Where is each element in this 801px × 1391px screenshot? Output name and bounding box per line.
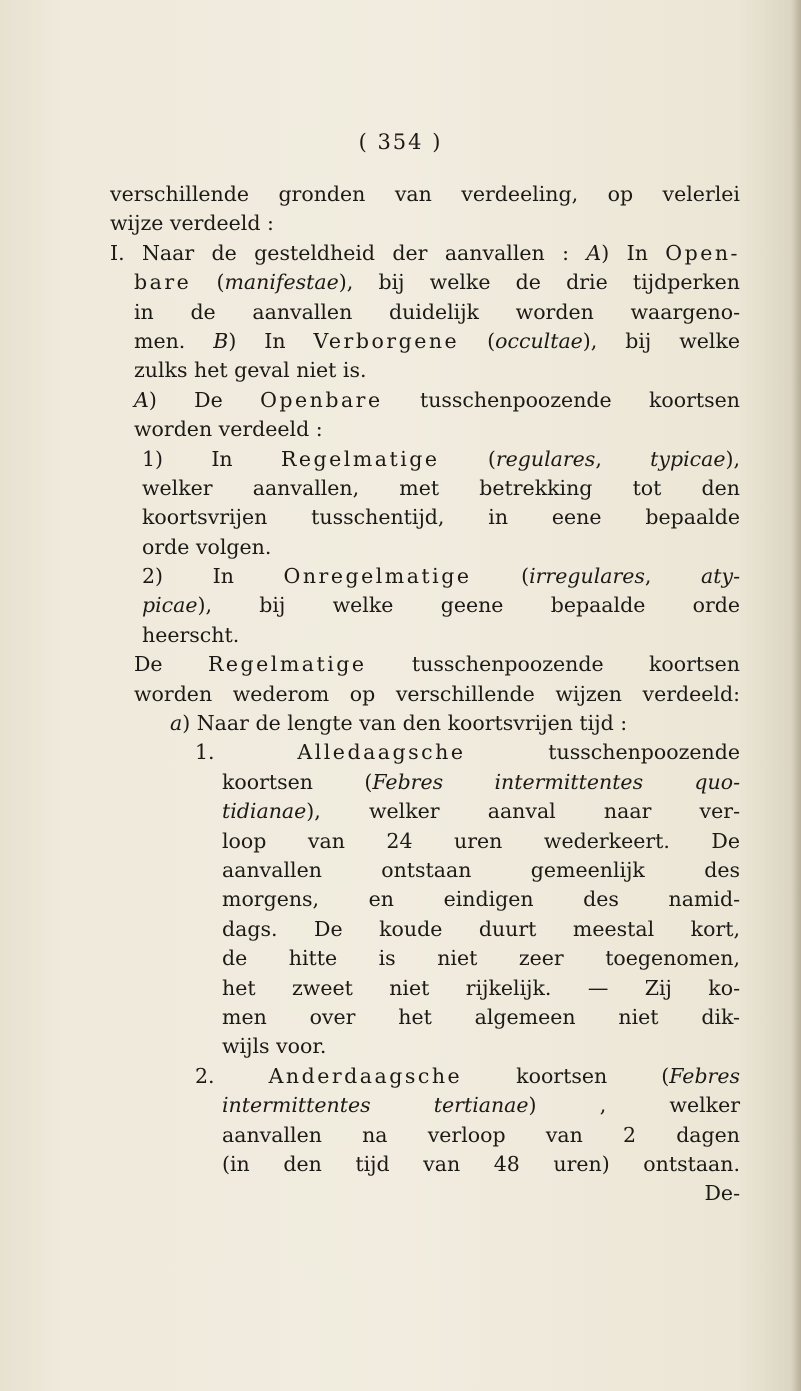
text-line — [110, 768, 740, 797]
text-segment: 1) In — [142, 446, 281, 471]
italic-segment: Febres — [669, 1063, 741, 1088]
italic-segment: irregulares — [529, 564, 645, 589]
text-line — [110, 680, 740, 709]
text-segment: dags. De koude duurt meestal kort, — [222, 916, 740, 941]
text-segment: aanvallen na verloop van 2 dagen — [222, 1122, 740, 1147]
body-text — [110, 180, 740, 1209]
page-edge-shadow — [791, 0, 801, 1391]
text-line — [110, 503, 740, 532]
spaced-segment: Anderdaagsche — [268, 1063, 463, 1088]
text-segment: zulks het geval niet is. — [134, 358, 367, 383]
text-line — [110, 944, 740, 973]
text-segment: , — [595, 446, 651, 471]
text-segment: ) In — [228, 328, 314, 353]
text-segment: ) In — [601, 240, 666, 265]
text-segment: het zweet niet rijkelijk. — Zij ko- — [222, 975, 740, 1000]
text-line — [110, 533, 740, 562]
text-line — [110, 1003, 740, 1032]
text-line — [110, 1091, 740, 1120]
text-line — [110, 856, 740, 885]
text-segment: ( — [439, 446, 496, 471]
italic-segment: a — [170, 711, 183, 736]
text-segment: koortsvrijen tusschentijd, in eene bepaalde — [142, 505, 740, 530]
text-segment: ) De — [148, 387, 261, 412]
text-segment: loop van 24 uren wederkeert. De — [222, 828, 740, 853]
spaced-segment: Verborgene — [313, 328, 460, 353]
spaced-segment: Alledaagsche — [297, 740, 466, 765]
text-line — [110, 650, 740, 679]
text-segment: in de aanvallen duidelijk worden waargeno- — [134, 299, 740, 324]
text-line — [110, 709, 740, 738]
text-line — [110, 562, 740, 591]
text-line — [110, 209, 740, 238]
text-segment: De — [134, 652, 208, 677]
text-segment: ( — [191, 270, 225, 295]
text-line — [110, 356, 740, 385]
italic-segment: manifestae — [224, 270, 339, 295]
text-line — [110, 591, 740, 620]
spaced-segment: Onregelmatige — [283, 564, 472, 589]
text-line — [110, 268, 740, 297]
text-line — [110, 298, 740, 327]
italic-segment: Febres intermittentes quo- — [372, 769, 741, 794]
page-number: ( 354 ) — [358, 130, 443, 154]
text-line — [110, 1032, 740, 1061]
text-line — [110, 974, 740, 1003]
italic-segment: B — [213, 328, 229, 353]
italic-segment: occultae — [495, 328, 583, 353]
text-segment: worden verdeeld : — [134, 417, 323, 442]
text-line — [110, 386, 740, 415]
text-segment: ), bij welke geene bepaalde orde — [197, 593, 740, 618]
catchword: De- — [704, 1181, 740, 1206]
text-segment: morgens, en eindigen des namid- — [222, 887, 740, 912]
text-segment: aanvallen ontstaan gemeenlijk des — [222, 857, 740, 882]
italic-segment: picae — [142, 593, 198, 618]
italic-segment: A — [586, 240, 602, 265]
text-line — [110, 239, 740, 268]
italic-segment: A — [134, 387, 149, 412]
text-line — [110, 415, 740, 444]
text-segment: , — [644, 564, 702, 589]
text-segment: ), — [725, 446, 740, 471]
spaced-segment: Openbare — [260, 387, 383, 412]
text-segment: ( — [459, 328, 496, 353]
italic-segment: aty- — [701, 564, 740, 589]
italic-segment: intermittentes tertianae — [222, 1093, 529, 1118]
spaced-segment: Open- — [665, 240, 740, 265]
text-segment: verschillende gronden van verdeeling, op velerlei — [110, 182, 740, 206]
text-line — [110, 1062, 740, 1091]
text-segment: koortsen ( — [462, 1063, 670, 1088]
text-segment: tusschenpoozende koortsen — [366, 652, 740, 677]
text-segment: tusschenpoozende — [465, 740, 740, 765]
text-line — [110, 621, 740, 650]
text-line — [110, 797, 740, 826]
text-line — [110, 327, 740, 356]
text-segment: ) Naar de lengte van den koortsvrijen tijd : — [182, 711, 628, 736]
text-segment: worden wederom op verschillende wijzen verdeeld: — [134, 681, 740, 706]
text-segment: 1. — [195, 740, 298, 765]
text-segment: orde volgen. — [142, 534, 272, 559]
text-segment: men. — [134, 328, 214, 353]
text-segment: de hitte is niet zeer toegenomen, — [222, 946, 740, 971]
text-line — [110, 827, 740, 856]
text-segment: ), bij welke — [582, 328, 741, 353]
text-line — [110, 915, 740, 944]
text-line — [110, 474, 740, 503]
text-segment: I. Naar de gesteldheid der aanvallen : — [110, 240, 587, 265]
text-segment: wijze verdeeld : — [110, 211, 274, 236]
text-segment: ), welker aanval naar ver- — [306, 799, 740, 824]
text-segment: heerscht. — [142, 622, 240, 647]
text-segment: welker aanvallen, met betrekking tot den — [142, 475, 740, 500]
text-segment: koortsen ( — [222, 769, 373, 794]
text-segment: men over het algemeen niet dik- — [222, 1004, 740, 1029]
text-segment: ( — [471, 564, 530, 589]
italic-segment: tidianae — [222, 799, 307, 824]
text-segment: 2. — [195, 1063, 269, 1088]
italic-segment: typicae — [650, 446, 726, 471]
text-line — [110, 885, 740, 914]
text-line — [110, 1121, 740, 1150]
text-segment: (in den tijd van 48 uren) ontstaan. — [222, 1151, 740, 1176]
text-line — [110, 445, 740, 474]
spaced-segment: Regelmatige — [207, 652, 367, 677]
spaced-segment: bare — [134, 270, 192, 295]
text-segment: ), bij welke de drie tijdperken — [338, 270, 741, 295]
text-segment: wijls voor. — [222, 1034, 327, 1059]
text-segment: ) , welker — [528, 1093, 740, 1118]
italic-segment: regulares — [495, 446, 596, 471]
text-line — [110, 1150, 740, 1179]
text-segment: tusschenpoozende koortsen — [382, 387, 740, 412]
text-line — [110, 180, 740, 209]
text-line — [110, 738, 740, 767]
text-segment: 2) In — [142, 564, 284, 589]
spaced-segment: Regelmatige — [280, 446, 440, 471]
